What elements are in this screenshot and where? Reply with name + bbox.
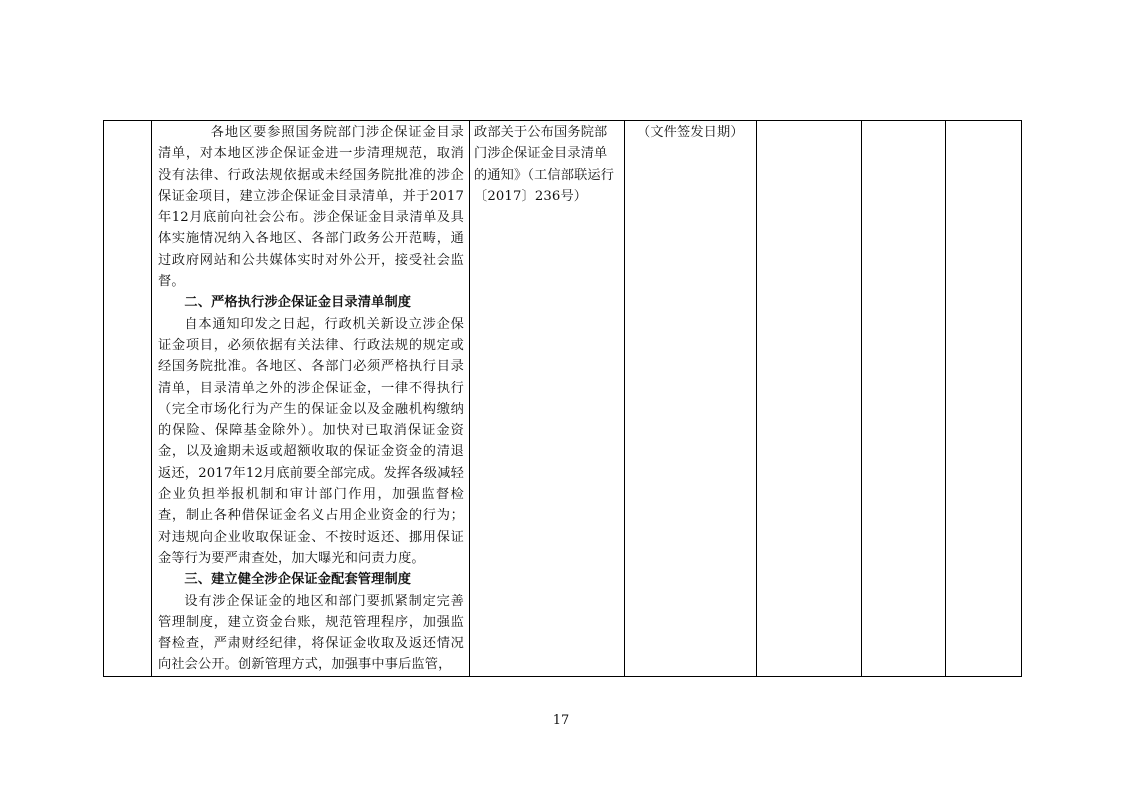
page-number: 17 [552,713,570,728]
content-paragraph-1: 各地区要参照国务院部门涉企保证金目录清单，对本地区涉企保证金进一步清理规范，取消没有法律、行政法规依据或未经国务院批准的涉企保证金项目，建立涉企保证金目录清单，并于2017年12月底前向社会公布。涉企保证金目录清单及具体实施情况纳入各地区、各部门政务公开范畴，通过政府网站和公共媒体实时对外公开，接受社会监督。 [158,125,464,290]
empty-cell-7 [946,121,1022,677]
issue-date-text: （文件签发日期） [637,125,744,140]
content-paragraph-2: 自本通知印发之日起，行政机关新设立涉企保证金项目，必须依据有关法律、行政法规的规定或经国务院批准。各地区、各部门必须严格执行目录清单，目录清单之外的涉企保证金，一律不得执行（完全市场化行为产生的保证金以及金融机构缴纳的保险、保障基金除外）。加快对已取消保证金资金，以及逾期未返或超额收取的保证金资金的清退返还，2017年12月底前要全部完成。发挥各级减轻企业负担举报机制和审计部门作用，加强监督检查，制止各种借保证金名义占用企业资金的行为；对违规向企业收取保证金、不按时返还、挪用保证金等行为要严肃查处，加大曝光和问责力度。 [158,316,464,566]
content-cell [152,121,470,677]
section-heading-2: 二、严格执行涉企保证金目录清单制度 [184,295,412,311]
document-table [103,120,1022,677]
date-cell [625,121,757,677]
empty-cell-6 [862,121,946,677]
empty-cell-5 [757,121,862,677]
section-heading-3: 三、建立健全涉企保证金配套管理制度 [184,572,412,588]
basis-text: 政部关于公布国务院部门涉企保证金目录清单的通知》（工信部联运行〔2017〕236号） [474,125,615,204]
table-row [104,121,1022,677]
basis-cell [470,121,625,677]
index-cell [104,121,152,677]
content-paragraph-3: 设有涉企保证金的地区和部门要抓紧制定完善管理制度，建立资金台账，规范管理程序，加强监督检查，严肃财经纪律，将保证金收取及返还情况向社会公开。创新管理方式，加强事中事后监管， [158,593,464,673]
